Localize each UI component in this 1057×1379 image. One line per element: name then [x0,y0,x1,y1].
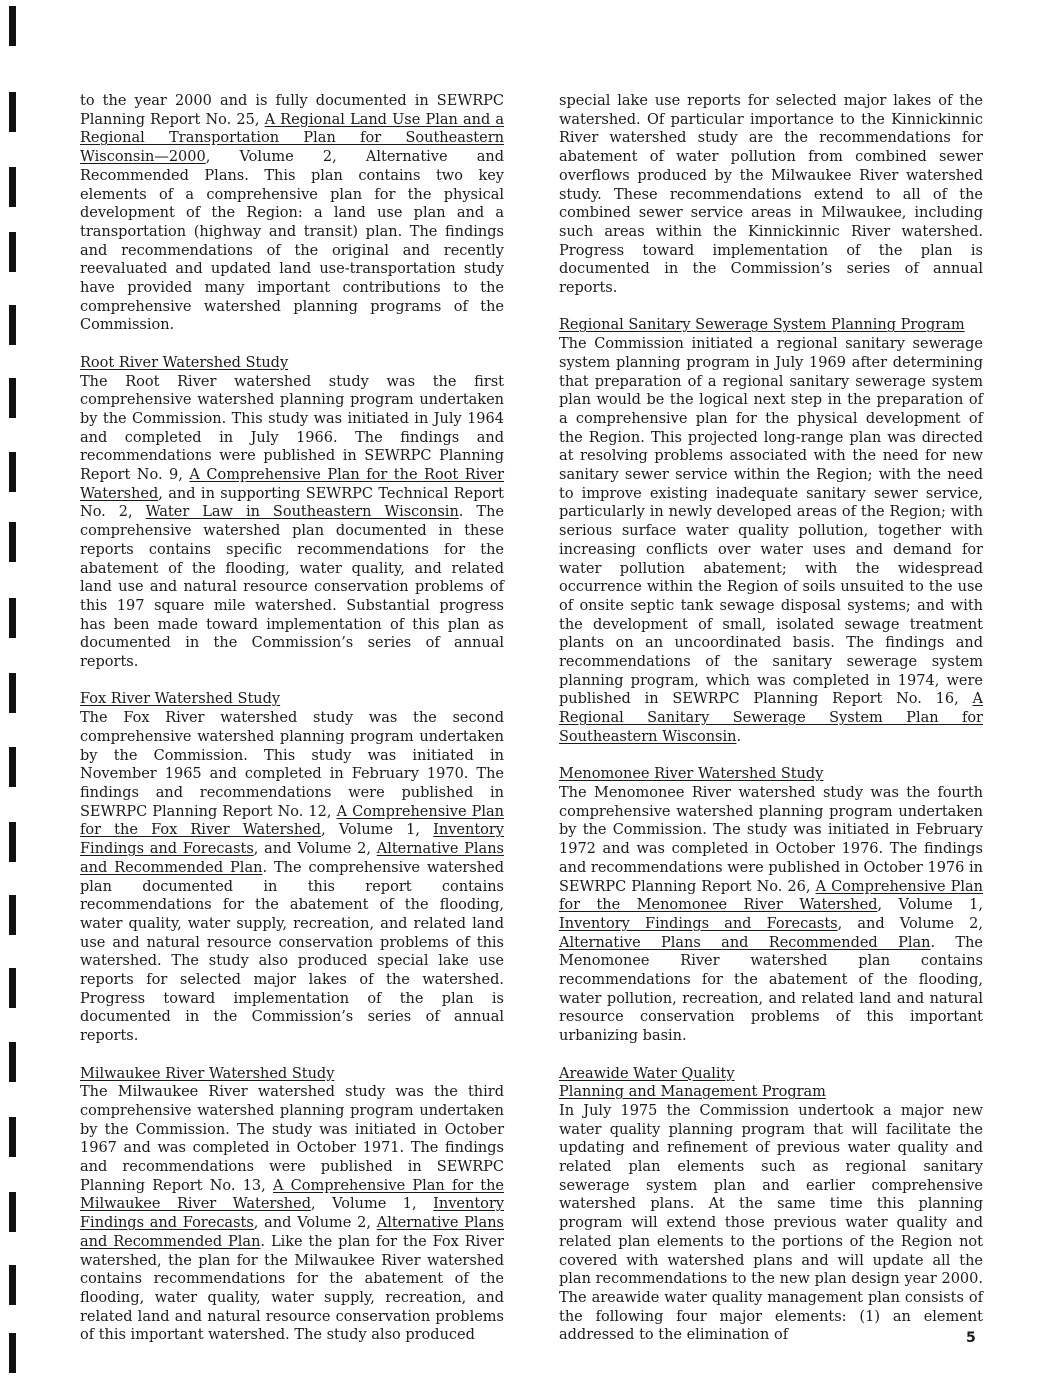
fox-river-section [80,690,504,1045]
report-title-underlined: A Comprehensive Plan for the Menomonee River Watershed [559,878,984,914]
report-title-underlined: A Comprehensive Plan for the Fox River Watershed [80,803,505,839]
left-column [80,92,504,1345]
milwaukee-river-body: The Milwaukee River watershed study was the third comprehensive watershed planning program undertaken by the Commission. The study was initiated in October 1967 and was completed in October 1971. The findings and recommendations were published in SEWRPC Planning Report No. 13, A Comprehensive Plan for the Milwaukee River Watershed, Volume 1, Inventory Findings and Forecasts, and Volume 2, Alternative Plans and Recommended Plan. Like the plan for the Fox River watershed, the plan for the Milwaukee River watershed contains recommendations for the abatement of the flooding, water quality, water supply, recreation, and related land and natural resource conservation problems of this important watershed. The study also produced [80,1084,505,1344]
right-intro-paragraph: special lake use reports for selected major lakes of the watershed. Of particular importance to the Kinnickinnic River watershed study are the recommendations for abatement of water pollution from combined sewer overflows produced by the Milwaukee River watershed study. These recommendations extend to all of the combined sewer service areas in Milwaukee, including such areas within the Kinnickinnic River watershed. Progress toward implementation of the plan is documented in the Commission’s series of annual reports. [559,93,983,297]
sanitary-sewerage-body: The Commission initiated a regional sanitary sewerage system planning program in July 1969 after determining that preparation of a regional sanitary sewerage system plan would be the logical next step in the preparation of a comprehensive plan for the physical development of the Region. This projected long-range plan was directed at resolving problems associated with the need for new sanitary sewer service within the Region; with the need to improve existing inadequate sanitary sewer service, particularly in newly developed areas of the Region; with serious surface water quality pollution, together with increasing conflicts over water uses and demand for water pollution abatement; with the widespread occurrence within the Region of soils unsuited to the use of onsite septic tank sewage disposal systems; and with the development of small, isolated sewage treatment plants on an uncoordinated basis. The findings and recommendations of the sanitary sewerage system planning program, which was completed in 1974, were published in SEWRPC Planning Report No. 16, A Regional Sanitary Sewerage System Plan for Southeastern Wisconsin. [559,336,983,745]
milwaukee-river-section [80,1065,504,1346]
report-title-underlined: Alternative Plans and Recommended Plan [559,934,931,951]
right-column [559,92,983,1345]
report-title-underlined: A Comprehensive Plan for the Root River Watershed [80,467,505,502]
report-title-underlined: A Comprehensive Plan for the Milwaukee River Watershed [80,1177,504,1213]
areawide-body: In July 1975 the Commission undertook a major new water quality planning program that will facilitate the updating and refinement of previous water quality and related plan elements such as regional sanitary sewerage system plan and earlier comprehensive watershed plans. At the same time this planning program will extend those previous water quality and related plan elements to the portions of the Region not covered with watershed plans and will update all the plan recommendations to the new plan design year 2000. The areawide water quality management plan consists of the following four major elements: (1) an element addressed to the elimination of [559,1102,983,1344]
sanitary-sewerage-section [559,316,983,746]
areawide-heading-line2: Planning and Management Program [559,1084,826,1101]
root-river-heading: Root River Watershed Study [80,354,289,371]
report-title-underlined: A Regional Sanitary Sewerage System Plan for Southeastern Wisconsin [559,691,983,745]
areawide-water-quality-section [559,1065,983,1346]
root-river-section [80,354,504,672]
report-title-underlined: Inventory Findings and Forecasts [80,1196,505,1232]
report-title-underlined: A Regional Land Use Plan and a Regional Transportation Plan for Southeastern Wisconsin—2000 [80,111,504,166]
report-title-underlined: Alternative Plans and Recommended Plan [80,1215,504,1250]
milwaukee-river-heading: Milwaukee River Watershed Study [80,1065,335,1082]
fox-river-body: The Fox River watershed study was the second comprehensive watershed planning program undertaken by the Commission. This study was initiated in November 1965 and completed in February 1970. The findings and recommendations were published in SEWRPC Planning Report No. 12, A Comprehensive Plan for the Fox River Watershed, Volume 1, Inventory Findings and Forecasts, and Volume 2, Alternative Plans and Recommended Plan. The comprehensive watershed plan documented in this report contains recommendations for the abatement of the flooding, water quality, water supply, recreation, and related land use and natural resource conservation problems of this watershed. The study also produced special lake use reports for selected major lakes of the watershed. Progress toward implementation of the plan is documented in the Commission’s series of annual reports. [80,710,505,1045]
fox-river-heading: Fox River Watershed Study [80,691,281,708]
report-title-underlined: Inventory Findings and Forecasts [559,915,838,932]
areawide-heading-line1: Areawide Water Quality [559,1065,735,1082]
report-title-underlined: Alternative Plans and Recommended Plan [80,841,504,876]
left-intro-paragraph: to the year 2000 and is fully documented in SEWRPC Planning Report No. 25, A Regional Land Use Plan and a Regional Transportation Plan for Southeastern Wisconsin—2000, Volume 2, Alternative and Recommended Plans. This plan contains two key elements of a comprehensive plan for the physical development of the Region: a land use plan and a transportation (highway and transit) plan. The findings and recommendations of the original and recently reevaluated and updated land use-transportation study have provided many important contributions to the comprehensive watershed planning programs of the Commission. [80,93,504,334]
report-title-underlined: Water Law in Southeastern Wisconsin [145,504,459,521]
sanitary-sewerage-heading: Regional Sanitary Sewerage System Planning Program [559,317,965,334]
menomonee-river-body: The Menomonee River watershed study was the fourth comprehensive watershed planning program undertaken by the Commission. The study was initiated in February 1972 and was completed in October 1976. The findings and recommendations were published in October 1976 in SEWRPC Planning Report No. 26, A Comprehensive Plan for the Menomonee River Watershed, Volume 1, Inventory Findings and Forecasts, and Volume 2, Alternative Plans and Recommended Plan. The Menomonee River watershed plan contains recommendations for the abatement of the flooding, water pollution, recreation, and related land and natural resource conservation problems of this important urbanizing basin. [559,784,984,1045]
root-river-body: The Root River watershed study was the first comprehensive watershed planning program undertaken by the Commission. This study was initiated in July 1964 and completed in July 1966. The findings and recommendations were published in SEWRPC Planning Report No. 9, A Comprehensive Plan for the Root River Watershed, and in supporting SEWRPC Technical Report No. 2, Water Law in Southeastern Wisconsin. The comprehensive watershed plan documented in these reports contains specific recommendations for the abatement of the flooding, water quality, and related land use and natural resource conservation problems of this 197 square mile watershed. Substantial progress has been made toward implementation of this plan as documented in the Commission’s series of annual reports. [80,373,505,671]
menomonee-river-section [559,765,983,1046]
menomonee-river-heading: Menomonee River Watershed Study [559,766,824,783]
report-title-underlined: Inventory Findings and Forecasts [80,822,504,858]
scan-binding-marks [9,0,19,1379]
page-number: 5 [966,1330,976,1346]
